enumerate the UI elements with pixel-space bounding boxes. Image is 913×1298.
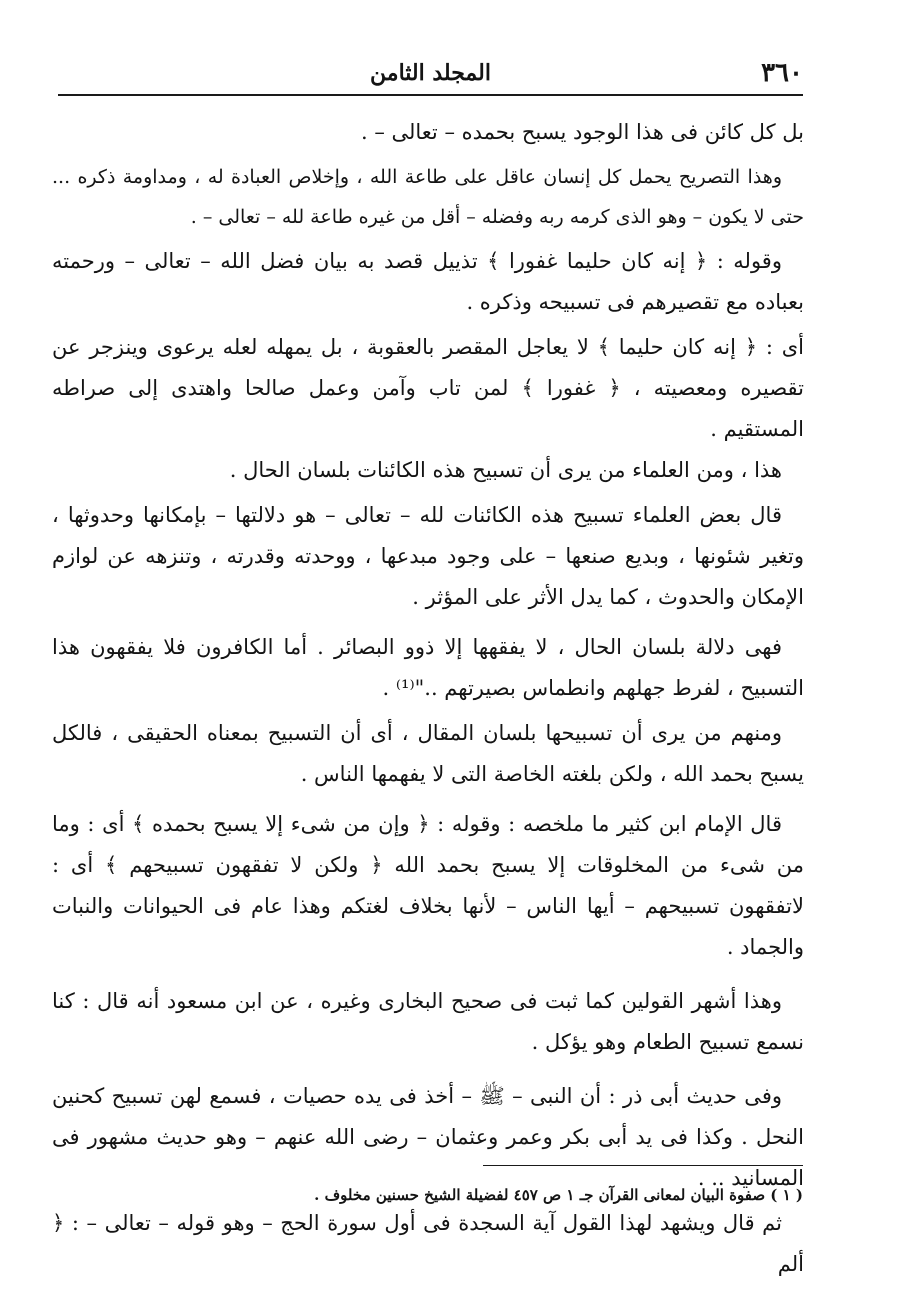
body-text [52, 112, 804, 1285]
paragraph-10: وهذا أشهر القولين كما ثبت فى صحيح البخارى وغيره ، عن ابن مسعود أنه قال : كنا نسمع تسبيح الطعام وهو يؤكل . [52, 989, 804, 1054]
paragraph-3: وقوله : ﴿ إنه كان حليما غفورا ﴾ تذييل قصد به بيان فضل الله – تعالى – ورحمته بعباده مع تقصيرهم فى تسبيحه وذكره . [52, 249, 804, 314]
paragraph-9: قال الإمام ابن كثير ما ملخصه : وقوله : ﴿ وإن من شىء إلا يسبح بحمده ﴾ أى : وما من شىء من المخلوقات إلا يسبح بحمد الله ﴿ ولكن لا تفقهون تسبيحهم ﴾ أى : لاتفقهون تسبيحهم – أيها الناس – لأنها بخلاف لغتكم وهذا عام فى الحيوانات والنبات والجماد . [52, 812, 804, 959]
header-divider [58, 94, 803, 96]
paragraph-11: وفى حديث أبى ذر : أن النبى – ﷺ – أخذ فى يده حصيات ، فسمع لهن تسبيح كحنين النحل . وكذا فى يد أبى بكر وعمر وعثمان – رضى الله عنهم – وهو حديث مشهور فى المسانيد .. . [52, 1084, 804, 1190]
running-head: المجلد الثامن [370, 60, 491, 86]
paragraph-7: فهى دلالة بلسان الحال ، لا يفقهها إلا ذوو البصائر . أما الكافرون فلا يفقهون هذا التسبيح ، لفرط جهلهم وانطماس بصيرتهم .."⁽¹⁾ . [52, 635, 804, 700]
footnote: ( ١ ) صفوة البيان لمعانى القرآن جـ ١ ص ٤٥٧ لفضيلة الشيخ حسنين مخلوف . [314, 1186, 803, 1204]
footnote-divider [483, 1165, 803, 1166]
page-header [58, 56, 803, 94]
paragraph-8: ومنهم من يرى أن تسبيحها بلسان المقال ، أى أن التسبيح بمعناه الحقيقى ، فالكل يسبح بحمد الله ، ولكن بلغته الخاصة التى لا يفهمها الناس . [52, 721, 804, 786]
page-number: ٣٦٠ [761, 58, 803, 88]
paragraph-12: ثم قال ويشهد لهذا القول آية السجدة فى أول سورة الحج – وهو قوله – تعالى – : ﴿ ألم [52, 1211, 804, 1276]
paragraph-5: هذا ، ومن العلماء من يرى أن تسبيح هذه الكائنات بلسان الحال . [229, 458, 782, 482]
paragraph-2: وهذا التصريح يحمل كل إنسان عاقل على طاعة الله ، وإخلاص العبادة له ، ومداومة ذكره ... حتى لا يكون – وهو الذى كرمه ربه وفضله – أقل من غيره طاعة لله – تعالى – . [52, 166, 804, 228]
paragraph-1: بل كل كائن فى هذا الوجود يسبح بحمده – تعالى – . [360, 120, 804, 144]
paragraph-6: قال بعض العلماء تسبيح هذه الكائنات لله – تعالى – هو دلالتها – بإمكانها وحدوثها ، وتغير شئونها ، وبديع صنعها – على وجود مبدعها ، ووحدته وقدرته ، وتنزهه عن لوازم الإمكان والحدوث ، كما يدل الأثر على المؤثر . [52, 503, 804, 609]
paragraph-4: أى : ﴿ إنه كان حليما ﴾ لا يعاجل المقصر بالعقوبة ، بل يمهله لعله يرعوى وينزجر عن تقصيره ومعصيته ، ﴿ غفورا ﴾ لمن تاب وآمن وعمل صالحا واهتدى إلى صراطه المستقيم . [52, 335, 804, 441]
